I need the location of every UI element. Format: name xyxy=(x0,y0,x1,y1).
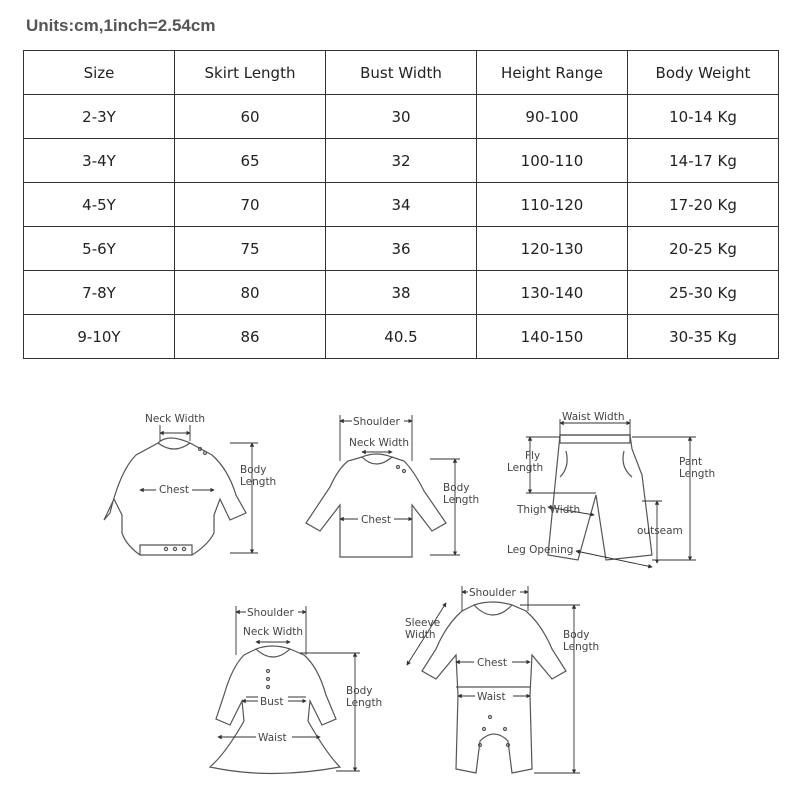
cell-bust-width: 30 xyxy=(326,95,477,139)
table-header-row xyxy=(24,51,779,95)
cell-size: 3-4Y xyxy=(24,139,175,183)
table-row xyxy=(24,315,779,359)
diagrams-canvas xyxy=(0,395,800,795)
label-sleeve-width: Width xyxy=(405,629,436,641)
label-neck-width: Neck Width xyxy=(349,437,410,449)
cell-body-weight: 25-30 Kg xyxy=(628,271,779,315)
dress-outline xyxy=(210,646,340,774)
table-row xyxy=(24,95,779,139)
label-shoulder: Shoulder xyxy=(469,587,516,599)
label-outseam: outseam xyxy=(637,525,683,537)
header-skirt-length: Skirt Length xyxy=(175,51,326,95)
cell-skirt-length: 75 xyxy=(175,227,326,271)
label-body: Body xyxy=(240,464,267,476)
cell-height-range: 140-150 xyxy=(477,315,628,359)
dress-diagram xyxy=(210,605,382,774)
table-row xyxy=(24,227,779,271)
label-waist: Waist xyxy=(258,732,287,744)
romper-diagram xyxy=(405,585,599,773)
bodysuit-diagram xyxy=(104,413,276,555)
cell-body-weight: 14-17 Kg xyxy=(628,139,779,183)
cell-height-range: 120-130 xyxy=(477,227,628,271)
label-thigh-width: Thigh Width xyxy=(517,504,581,516)
cell-skirt-length: 60 xyxy=(175,95,326,139)
label-bust: Bust xyxy=(260,696,284,708)
header-size: Size xyxy=(24,51,175,95)
label-chest: Chest xyxy=(361,514,392,526)
cell-body-weight: 10-14 Kg xyxy=(628,95,779,139)
cell-skirt-length: 86 xyxy=(175,315,326,359)
table-row xyxy=(24,183,779,227)
cell-bust-width: 32 xyxy=(326,139,477,183)
table-row xyxy=(24,271,779,315)
label-waist-width: Waist Width xyxy=(562,411,625,423)
label-body: Body xyxy=(563,629,590,641)
label-fly: Fly xyxy=(525,450,541,462)
cell-height-range: 110-120 xyxy=(477,183,628,227)
label-length: Length xyxy=(346,697,383,709)
cell-size: 4-5Y xyxy=(24,183,175,227)
label-length: Length xyxy=(563,641,600,653)
size-chart-table xyxy=(23,50,779,359)
measurement-diagrams xyxy=(0,395,800,795)
cell-skirt-length: 65 xyxy=(175,139,326,183)
cell-size: 5-6Y xyxy=(24,227,175,271)
label-pant-length: Length xyxy=(679,468,716,480)
label-leg-opening: Leg Opening xyxy=(507,544,574,556)
label-chest: Chest xyxy=(159,484,190,496)
label-length: Length xyxy=(443,494,480,506)
shirt-diagram xyxy=(306,414,479,557)
header-body-weight: Body Weight xyxy=(628,51,779,95)
label-fly-length: Length xyxy=(507,462,544,474)
cell-bust-width: 38 xyxy=(326,271,477,315)
label-shoulder: Shoulder xyxy=(247,607,294,619)
label-body: Body xyxy=(346,685,373,697)
header-bust-width: Bust Width xyxy=(326,51,477,95)
cell-body-weight: 17-20 Kg xyxy=(628,183,779,227)
cell-skirt-length: 80 xyxy=(175,271,326,315)
cell-body-weight: 20-25 Kg xyxy=(628,227,779,271)
cell-size: 7-8Y xyxy=(24,271,175,315)
label-chest: Chest xyxy=(477,657,508,669)
label-neck-width: Neck Width xyxy=(145,413,206,425)
label-body: Body xyxy=(443,482,470,494)
bodysuit-outline xyxy=(104,438,246,555)
cell-bust-width: 34 xyxy=(326,183,477,227)
cell-bust-width: 40.5 xyxy=(326,315,477,359)
cell-height-range: 90-100 xyxy=(477,95,628,139)
label-pant: Pant xyxy=(679,456,703,468)
pants-diagram xyxy=(507,411,715,567)
cell-body-weight: 30-35 Kg xyxy=(628,315,779,359)
pants-outline xyxy=(548,435,652,560)
table-row xyxy=(24,139,779,183)
header-height-range: Height Range xyxy=(477,51,628,95)
label-neck-width: Neck Width xyxy=(243,626,304,638)
cell-size: 2-3Y xyxy=(24,95,175,139)
label-sleeve: Sleeve xyxy=(405,617,441,629)
label-shoulder: Shoulder xyxy=(353,416,400,428)
label-length: Length xyxy=(240,476,277,488)
shirt-outline xyxy=(306,454,446,557)
label-waist: Waist xyxy=(477,691,506,703)
cell-bust-width: 36 xyxy=(326,227,477,271)
cell-skirt-length: 70 xyxy=(175,183,326,227)
cell-height-range: 130-140 xyxy=(477,271,628,315)
cell-height-range: 100-110 xyxy=(477,139,628,183)
units-note: Units:cm,1inch=2.54cm xyxy=(26,16,216,35)
cell-size: 9-10Y xyxy=(24,315,175,359)
